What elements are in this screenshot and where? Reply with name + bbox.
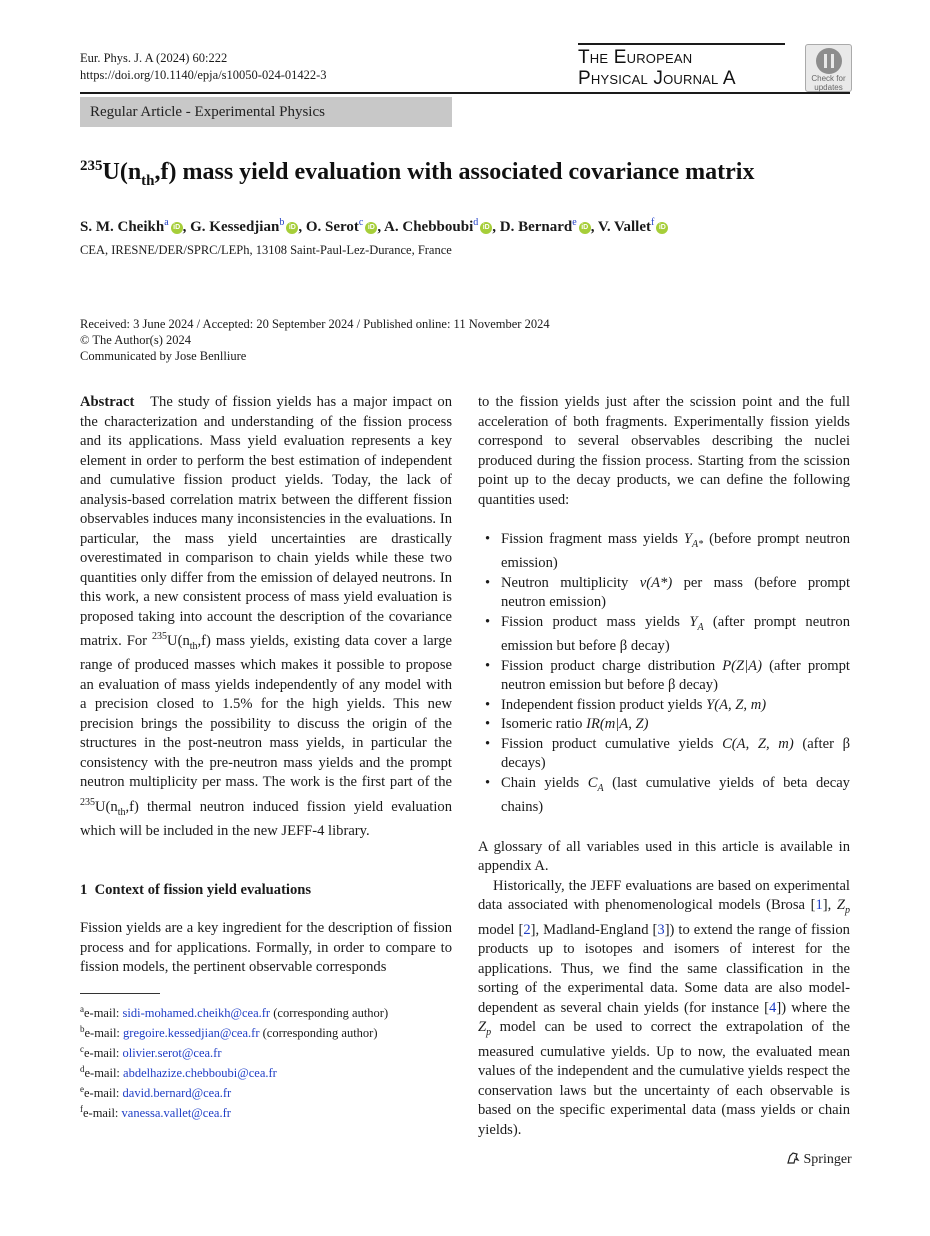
title-u: U(n: [102, 159, 142, 185]
badge-label-2: updates: [814, 83, 843, 92]
reference-link[interactable]: 3: [657, 921, 665, 938]
copyright-line: © The Author(s) 2024: [80, 333, 191, 347]
list-item: • Chain yields $C_A$ (last cumulative yields of beta decay chains): [478, 774, 850, 818]
paragraph-2: A glossary of all variables used in this article is available in appendix A.: [478, 838, 850, 875]
footnote-rule: [80, 993, 160, 994]
footnote: $^a$e-mail: sidi-mohamed.cheikh@cea.fr (corresponding author): [80, 1004, 389, 1021]
author-list: S. M. Cheikh$^a$ iD , G. Kessedjian$^b$ iD , O. Serot$^c$ iD , A. Chebboubi$^d$ iD , D. Bernard$^e$ iD , V. Vallet$^f$ iD: [80, 217, 668, 236]
list-item: • Independent fission product yields Y(A, Z, m): [478, 696, 850, 716]
publisher-logo: [786, 1151, 852, 1168]
reference-link[interactable]: 2: [523, 921, 531, 938]
publisher-name: Springer: [803, 1152, 852, 1167]
abstract-label: Abstract: [80, 394, 135, 410]
author-5[interactable]: D. Bernard$^e$: [499, 217, 577, 235]
doi-link[interactable]: https://doi.org/10.1140/epja/s10050-024-01422-3: [80, 68, 327, 82]
paragraph-3: Historically, the JEFF evaluations are based on experimental data associated with phenomenological models (Brosa [1], $Z_p$ model [2], Madland-England [3]) to extend the range of fission products up to isotopes and isomers of interest for the applications. Thus, we find the same classification in the sorting of the experimental data. Some data are also model-dependent as several chain yields (for instance [4]) where the $Z_p$ model can be used to correct the extrapolation of the measured cumulative yields. Up to now, the evaluated mean values of the independent and the cumulative yields respect the conservation laws but the uncertainty of each observable is based on the specific experimental data (mass yields or chain yields).: [478, 877, 850, 1138]
email-link[interactable]: david.bernard@cea.fr: [122, 1086, 232, 1101]
dates-line: Received: 3 June 2024 / Accepted: 20 September 2024 / Published online: 11 November 2024: [80, 317, 550, 331]
author-4[interactable]: A. Chebboubi$^d$: [384, 217, 479, 235]
author-1[interactable]: S. M. Cheikh$^a$: [80, 217, 169, 235]
email-link[interactable]: sidi-mohamed.cheikh@cea.fr: [122, 1006, 271, 1021]
journal-rule-top: [578, 43, 785, 45]
page-title: [80, 158, 754, 190]
title-mass-number: 235: [80, 158, 103, 174]
author-3[interactable]: O. Serot$^c$: [305, 217, 364, 235]
orcid-icon[interactable]: iD: [286, 222, 298, 234]
list-item: • Neutron multiplicity ν(A*) per mass (before prompt neutron emission): [478, 574, 850, 613]
footnote: $^d$e-mail: abdelhazize.chebboubi@cea.fr: [80, 1064, 277, 1081]
list-item: • Fission product cumulative yields C(A, Z, m) (after β decays): [478, 735, 850, 774]
springer-horse-icon: [786, 1151, 800, 1165]
list-item: • Fission product charge distribution P(Z|A) (after prompt neutron emission but before β decay): [478, 657, 850, 696]
orcid-icon[interactable]: iD: [579, 222, 591, 234]
bookmark-icon: [816, 48, 842, 74]
email-link[interactable]: abdelhazize.chebboubi@cea.fr: [123, 1066, 277, 1081]
orcid-icon[interactable]: iD: [171, 222, 183, 234]
journal-name: [578, 47, 788, 89]
footnote: $^b$e-mail: gregoire.kessedjian@cea.fr (corresponding author): [80, 1024, 378, 1041]
email-link[interactable]: vanessa.vallet@cea.fr: [121, 1106, 231, 1121]
header-rule: [80, 92, 850, 94]
journal-name-line2: Physical Journal A: [578, 68, 736, 89]
publication-dates: [80, 316, 550, 364]
list-item: • Fission product mass yields $Y_A$ (after prompt neutron emission but before β decay): [478, 613, 850, 657]
communicated-line: Communicated by Jose Benlliure: [80, 349, 247, 363]
badge-label-1: Check for: [811, 74, 846, 83]
footnote: $^e$e-mail: david.bernard@cea.fr: [80, 1084, 232, 1101]
section-heading: 1 Context of fission yield evaluations: [80, 881, 312, 898]
list-item: • Fission fragment mass yields $Y_{A*}$ (before prompt neutron emission): [478, 530, 850, 574]
footnote: $^f$e-mail: vanessa.vallet@cea.fr: [80, 1104, 231, 1121]
author-2[interactable]: G. Kessedjian$^b$: [190, 217, 285, 235]
orcid-icon[interactable]: iD: [480, 222, 492, 234]
affiliation: CEA, IRESNE/DER/SPRC/LEPh, 13108 Saint-Paul-Lez-Durance, France: [80, 243, 452, 257]
email-link[interactable]: olivier.serot@cea.fr: [122, 1046, 222, 1061]
left-column: [80, 393, 452, 978]
title-th: th: [141, 172, 155, 189]
footnote: $^c$e-mail: olivier.serot@cea.fr: [80, 1044, 222, 1061]
section-paragraph: Fission yields are a key ingredient for the description of fission process and for applications. Formally, in order to compare to fission models, the pertinent observable corresponds: [80, 920, 452, 976]
check-for-updates-badge[interactable]: [805, 44, 852, 92]
right-column: [478, 393, 850, 1140]
paragraph-1: to the fission yields just after the scission point and the full acceleration of both fragments. Experimentally fission yields correspond to several observables describing the nuclei produced during the fission process. Starting from the scission point up to the decay products, we can define the following quantities used:: [478, 394, 850, 508]
orcid-icon[interactable]: iD: [365, 222, 377, 234]
journal-name-line1: The European: [578, 47, 693, 68]
abstract: Abstract The study of fission yields has a major impact on the characterization and understanding of the fission process and its applications. Mass yield evaluation represents a key element in order to perform the best estimation of independent and cumulative fission product yields. Today, the lack of analysis-based correlation matrix between the different fission observables induces many inconsistencies in the evaluations. In particular, the mass yield uncertainties are drastically overestimated in comparison to chain yields while these two quantities only differ from the emission of delayed neutrons. In this work, a new consistent process of mass yield evaluation is proposed taking into account the description of the covariance matrix. For $^{235}U(n_{th},f)$ mass yields, existing data cover a large range of produced masses which makes it possible to propose an evaluation of mass yields independently of any model with a precision closed to 1.5% for the high yields. This new precision brings the possibility to discuss the origin of the structures in the post-neutron mass yields, in particular the consistency with the pre-neutron mass yields and the prompt neutron multiplicity per mass. The work is the first part of the $^{235}U(n_{th},f)$ thermal neutron induced fission yield evaluation which will be included in the new JEFF-4 library.: [80, 394, 452, 840]
list-item: • Isomeric ratio IR(m|A, Z): [478, 715, 850, 735]
author-6[interactable]: V. Vallet$^f$: [597, 217, 655, 235]
reference-link[interactable]: 1: [815, 897, 823, 914]
email-link[interactable]: gregoire.kessedjian@cea.fr: [123, 1026, 260, 1041]
article-type-banner: Regular Article - Experimental Physics: [80, 97, 452, 127]
reference-link[interactable]: 4: [769, 999, 777, 1016]
citation: Eur. Phys. J. A (2024) 60:222: [80, 51, 228, 65]
orcid-icon[interactable]: iD: [656, 222, 668, 234]
quantities-list: [478, 530, 850, 818]
title-rest: ,f) mass yield evaluation with associated covariance matrix: [154, 159, 755, 185]
